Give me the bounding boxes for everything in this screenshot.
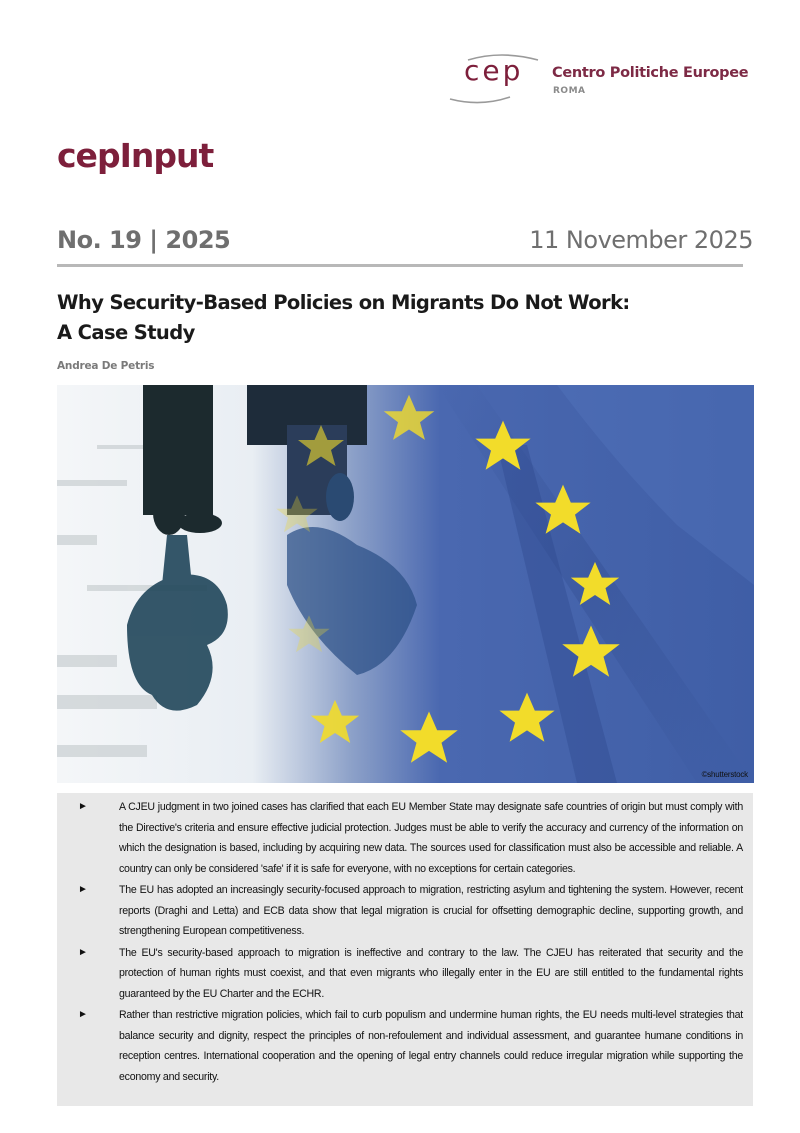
summary-item	[75, 797, 743, 879]
summary-item-text: Rather than restrictive migration policies, which fail to curb populism and undermine human rights, the EU needs multi-level strategies that balance security and dignity, respect the principles of non-refoulement and individual assessment, and guarantee humane conditions in reception centres. International cooperation and the opening of legal entry channels could reduce irregular migration while supporting the economy and security.	[119, 1009, 743, 1083]
summary-list	[75, 797, 743, 1087]
hero-image	[57, 385, 754, 783]
article-title-line-1: Why Security-Based Policies on Migrants Do Not Work:	[57, 291, 630, 314]
cep-logo	[446, 52, 766, 112]
header-divider	[57, 264, 743, 267]
issue-number: No. 19 | 2025	[57, 226, 231, 254]
summary-item	[75, 943, 743, 1005]
bullet-triangle-icon: ►	[78, 946, 88, 958]
bullet-triangle-icon: ►	[78, 1009, 88, 1020]
series-title: cepInput	[57, 136, 214, 175]
issue-row	[57, 226, 753, 264]
publication-date: 11 November 2025	[529, 226, 753, 254]
logo-mark-text: cep	[464, 54, 524, 87]
summary-box	[57, 793, 753, 1106]
summary-item	[75, 880, 743, 942]
summary-item-text: A CJEU judgment in two joined cases has clarified that each EU Member State may designate safe countries of origin but must comply with the Directive's criteria and ensure effective judicial protection. Judges must be able to verify the accuracy and currency of the information on which the designation is based, including by acquiring new data. The sources used for classification must also be accessible and reliable. A country can only be considered 'safe' if it is safe for everyone, with no exceptions for certain categories.	[119, 801, 743, 875]
article-title-line-2: A Case Study	[57, 321, 195, 344]
cep-logo-mark	[446, 52, 546, 108]
summary-item	[75, 1005, 743, 1087]
bullet-triangle-icon: ►	[78, 801, 88, 812]
image-credit: ©shutterstock	[701, 770, 748, 779]
article-author: Andrea De Petris	[57, 360, 155, 372]
article-title	[57, 288, 747, 348]
bullet-triangle-icon: ►	[78, 884, 88, 895]
summary-item-text: The EU's security-based approach to migration is ineffective and contrary to the law. The CJEU has reiterated that security and the protection of human rights must coexist, and that even migrants who illegally enter in the EU are still entitled to the fundamental rights guaranteed by the EU Charter and the ECHR.	[119, 946, 743, 1000]
logo-org-name: Centro Politiche Europee	[552, 65, 749, 81]
eu-flag-shadows-illustration	[57, 385, 754, 783]
summary-item-text: The EU has adopted an increasingly security-focused approach to migration, restricting asylum and tightening the system. However, recent reports (Draghi and Letta) and ECB data show that legal migration is crucial for offsetting demographic decline, supporting growth, and strengthening European competitiveness.	[119, 884, 743, 937]
logo-org-city: ROMA	[553, 86, 586, 96]
